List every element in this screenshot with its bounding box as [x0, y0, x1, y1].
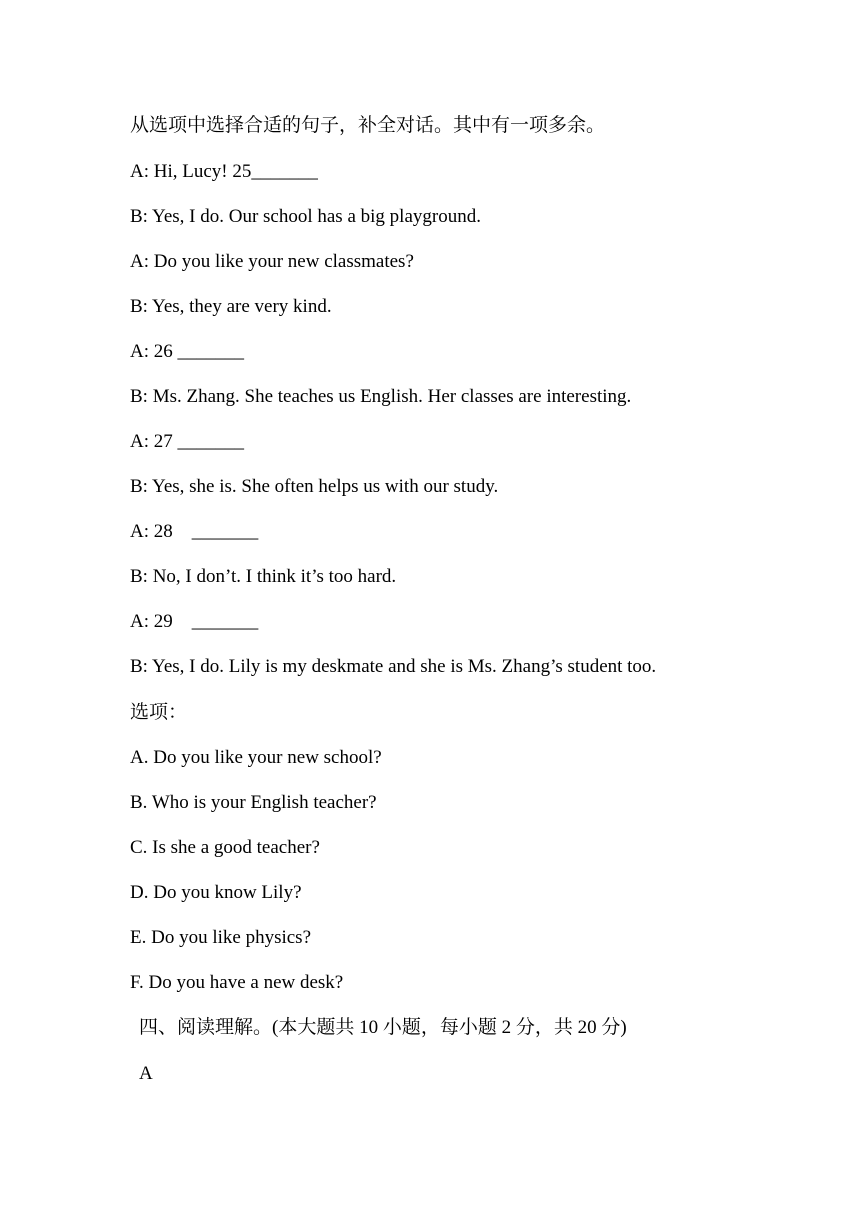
options-heading: 选项：	[130, 702, 188, 723]
dialogue-line: A: Do you like your new classmates?	[130, 251, 414, 272]
dialogue-line: A: 28 _______	[130, 521, 259, 542]
dialogue-line: A: 27 _______	[130, 431, 244, 452]
dialogue-line: B: Yes, they are very kind.	[130, 296, 332, 317]
passage-label: A	[139, 1063, 153, 1084]
dialogue-line: B: Ms. Zhang. She teaches us English. Her classes are interesting.	[130, 386, 632, 407]
option-item: B. Who is your English teacher?	[130, 792, 377, 813]
section-heading: 四、阅读理解。(本大题共 10 小题，每小题 2 分，共 20 分)	[139, 1017, 627, 1038]
dialogue-line: B: Yes, she is. She often helps us with our study.	[130, 476, 499, 497]
option-item: E. Do you like physics?	[130, 927, 312, 948]
option-item: C. Is she a good teacher?	[130, 837, 320, 858]
instruction-text: 从选项中选择合适的句子，补全对话。其中有一项多余。	[130, 115, 606, 136]
option-item: A. Do you like your new school?	[130, 747, 382, 768]
dialogue-line: B: No, I don’t. I think it’s too hard.	[130, 566, 397, 587]
dialogue-line: A: 26 _______	[130, 341, 244, 362]
dialogue-line: B: Yes, I do. Lily is my deskmate and she is Ms. Zhang’s student too.	[130, 656, 657, 677]
dialogue-line: B: Yes, I do. Our school has a big playground.	[130, 206, 481, 227]
dialogue-line: A: Hi, Lucy! 25_______	[130, 161, 318, 182]
option-item: D. Do you know Lily?	[130, 882, 302, 903]
dialogue-line: A: 29 _______	[130, 611, 259, 632]
option-item: F. Do you have a new desk?	[130, 972, 344, 993]
